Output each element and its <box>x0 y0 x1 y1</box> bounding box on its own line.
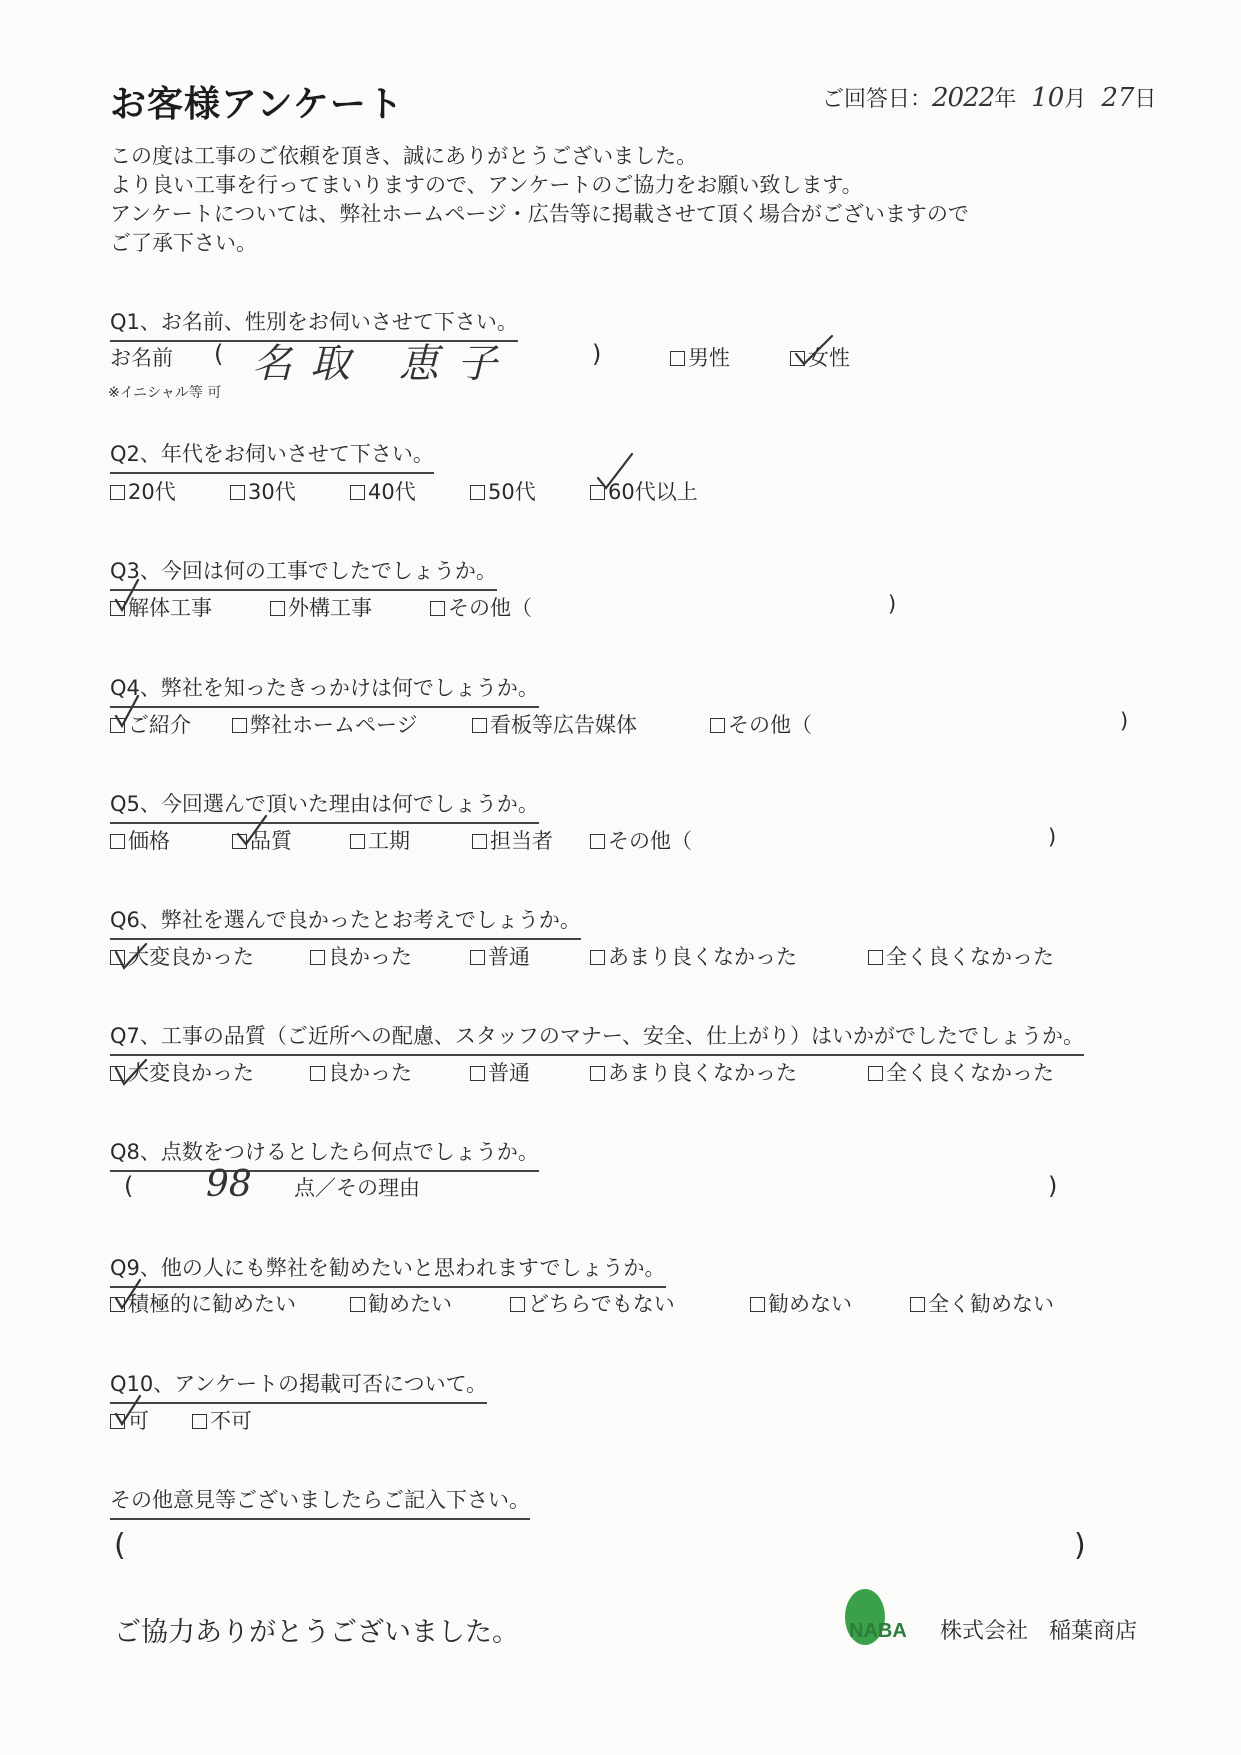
option-label: 20代 <box>128 480 176 504</box>
q10-question: Q10、アンケートの掲載可否について。 <box>110 1368 487 1404</box>
checkbox-average[interactable] <box>470 1066 485 1081</box>
option-label: 良かった <box>328 1061 412 1085</box>
checkbox-not-good-at-all[interactable] <box>868 950 883 965</box>
other-comments-question: その他意見等ございましたらご記入下さい。 <box>110 1484 530 1520</box>
option-label: 可 <box>128 1409 149 1433</box>
q8-paren-close: ) <box>1048 1172 1058 1200</box>
option-label: 工期 <box>368 829 410 853</box>
checkbox-not-so-good[interactable] <box>590 1066 605 1081</box>
option-label: 40代 <box>368 480 416 504</box>
company-name: 株式会社 稲葉商店 <box>940 1619 1137 1644</box>
option-label: 全く勧めない <box>928 1292 1054 1316</box>
month-unit: 月 <box>1064 87 1087 112</box>
option-label: その他（ <box>728 713 812 737</box>
option-allowed[interactable] <box>110 1405 149 1435</box>
option-label: あまり良くなかった <box>608 1061 797 1085</box>
option-price[interactable] <box>110 825 170 855</box>
option-label: 担当者 <box>490 829 553 853</box>
intro-line: この度は工事のご依頼を頂き、誠にありがとうございました。 <box>110 144 698 168</box>
option-not-good-at-all[interactable] <box>868 1057 1054 1087</box>
intro-line: より良い工事を行ってまいりますので、アンケートのご協力をお願い致します。 <box>110 173 863 197</box>
day-unit: 日 <box>1134 87 1157 112</box>
q3-paren-close: ) <box>888 592 897 616</box>
q1-question: Q1、お名前、性別をお伺いさせて下さい。 <box>110 306 518 342</box>
option-60s-plus[interactable] <box>590 476 698 506</box>
option-label: 価格 <box>128 829 170 853</box>
answer-date <box>822 82 1156 113</box>
option-label: 勧めたい <box>368 1292 452 1316</box>
checkbox-quality[interactable] <box>232 834 247 849</box>
score-value[interactable]: 98 <box>206 1164 252 1205</box>
option-other[interactable] <box>710 709 812 739</box>
option-30s[interactable] <box>230 476 296 506</box>
option-recommend[interactable] <box>350 1288 452 1318</box>
option-not-allowed[interactable] <box>192 1405 252 1435</box>
checkbox-allowed[interactable] <box>110 1414 125 1429</box>
checkbox-signboard-ads[interactable] <box>472 718 487 733</box>
option-average[interactable] <box>470 1057 530 1087</box>
checkbox-other[interactable] <box>430 601 445 616</box>
option-label: 品質 <box>250 829 292 853</box>
option-label: 普通 <box>488 1061 530 1085</box>
option-20s[interactable] <box>110 476 176 506</box>
option-male[interactable] <box>670 342 730 372</box>
option-label: 60代以上 <box>608 480 698 504</box>
checkbox-very-good[interactable] <box>110 950 125 965</box>
option-label: 外構工事 <box>288 596 372 620</box>
q5-paren-close: ) <box>1048 825 1057 849</box>
option-signboard-ads[interactable] <box>472 709 637 739</box>
name-paren-close: ) <box>592 340 602 368</box>
option-label: 30代 <box>248 480 296 504</box>
score-label: 点／その理由 <box>294 1176 420 1200</box>
intro-line: アンケートについては、弊社ホームページ・広告等に掲載させて頂く場合がございますので <box>110 202 969 226</box>
checkbox-never-recommend[interactable] <box>910 1297 925 1312</box>
option-label: その他（ <box>448 596 532 620</box>
checkbox-60s-plus[interactable] <box>590 485 605 500</box>
option-label: 積極的に勧めたい <box>128 1292 296 1316</box>
option-label: 大変良かった <box>128 945 254 969</box>
checkbox-other[interactable] <box>710 718 725 733</box>
comments-field[interactable] <box>140 1528 1060 1564</box>
checkbox-homepage[interactable] <box>232 718 247 733</box>
option-label: 大変良かった <box>128 1061 254 1085</box>
option-other[interactable] <box>590 825 692 855</box>
checkbox-good[interactable] <box>310 1066 325 1081</box>
option-label: 不可 <box>210 1409 252 1433</box>
checkbox-not-recommend[interactable] <box>750 1297 765 1312</box>
intro-line: ご了承下さい。 <box>110 231 257 255</box>
name-label: お名前 <box>110 346 173 370</box>
option-label: あまり良くなかった <box>608 945 797 969</box>
checkbox-good[interactable] <box>310 950 325 965</box>
date-label: ご回答日： <box>822 87 933 112</box>
checkbox-male[interactable] <box>670 351 685 366</box>
option-very-good[interactable] <box>110 1057 254 1087</box>
checkbox-neutral[interactable] <box>510 1297 525 1312</box>
checkbox-other[interactable] <box>590 834 605 849</box>
option-average[interactable] <box>470 941 530 971</box>
option-not-so-good[interactable] <box>590 941 797 971</box>
option-label: 全く良くなかった <box>886 945 1054 969</box>
option-never-recommend[interactable] <box>910 1288 1054 1318</box>
option-quality[interactable] <box>232 825 292 855</box>
option-schedule[interactable] <box>350 825 410 855</box>
option-label: 解体工事 <box>128 596 212 620</box>
option-very-good[interactable] <box>110 941 254 971</box>
option-40s[interactable] <box>350 476 416 506</box>
q6-question: Q6、弊社を選んで良かったとお考えでしょうか。 <box>110 904 581 940</box>
comments-paren-open: ( <box>114 1528 126 1563</box>
option-label: 普通 <box>488 945 530 969</box>
checkbox-female[interactable] <box>790 351 805 366</box>
intro-text <box>110 142 969 258</box>
option-referral[interactable] <box>110 709 191 739</box>
option-demolition[interactable] <box>110 592 212 622</box>
checkbox-very-good[interactable] <box>110 1066 125 1081</box>
option-strongly-recommend[interactable] <box>110 1288 296 1318</box>
initials-note: ※イニシャル等 可 <box>108 385 222 401</box>
date-day: 27 <box>1101 83 1135 113</box>
option-neutral[interactable] <box>510 1288 675 1318</box>
option-not-so-good[interactable] <box>590 1057 797 1087</box>
checkbox-recommend[interactable] <box>350 1297 365 1312</box>
option-label: 良かった <box>328 945 412 969</box>
date-year: 2022 <box>932 83 995 113</box>
option-label: 看板等広告媒体 <box>490 713 637 737</box>
option-female[interactable] <box>790 342 850 372</box>
checkbox-price[interactable] <box>110 834 125 849</box>
name-value[interactable]: 名取 恵子 <box>252 341 515 387</box>
option-not-recommend[interactable] <box>750 1288 852 1318</box>
page-title: お客様アンケート <box>110 84 404 125</box>
checkbox-20s[interactable] <box>110 485 125 500</box>
q5-question: Q5、今回選んで頂いた理由は何でしょうか。 <box>110 788 539 824</box>
option-label: どちらでもない <box>528 1292 675 1316</box>
option-label: ご紹介 <box>128 713 191 737</box>
checkbox-50s[interactable] <box>470 485 485 500</box>
checkbox-not-allowed[interactable] <box>192 1414 207 1429</box>
checkbox-not-so-good[interactable] <box>590 950 605 965</box>
option-other[interactable] <box>430 592 532 622</box>
option-label: 全く良くなかった <box>886 1061 1054 1085</box>
checkbox-exterior[interactable] <box>270 601 285 616</box>
option-label: その他（ <box>608 829 692 853</box>
comments-paren-close: ) <box>1074 1528 1086 1563</box>
q7-question: Q7、工事の品質（ご近所への配慮、スタッフのマナー、安全、仕上がり）はいかがでしたでしょうか。 <box>110 1020 1084 1056</box>
option-good[interactable] <box>310 941 412 971</box>
q8-question: Q8、点数をつけるとしたら何点でしょうか。 <box>110 1136 539 1172</box>
thank-you-message: ご協力ありがとうございました。 <box>114 1617 519 1648</box>
q3-question: Q3、今回は何の工事でしたでしょうか。 <box>110 555 497 591</box>
checkbox-staff[interactable] <box>472 834 487 849</box>
q8-paren-open: ( <box>124 1172 134 1200</box>
option-not-good-at-all[interactable] <box>868 941 1054 971</box>
option-label: 女性 <box>808 346 850 370</box>
option-label: 勧めない <box>768 1292 852 1316</box>
option-good[interactable] <box>310 1057 412 1087</box>
q4-paren-close: ) <box>1120 709 1129 733</box>
date-month: 10 <box>1031 83 1065 113</box>
company-logo <box>835 1585 923 1655</box>
option-exterior[interactable] <box>270 592 372 622</box>
checkbox-average[interactable] <box>470 950 485 965</box>
checkbox-not-good-at-all[interactable] <box>868 1066 883 1081</box>
checkbox-strongly-recommend[interactable] <box>110 1297 125 1312</box>
q4-question: Q4、弊社を知ったきっかけは何でしょうか。 <box>110 672 539 708</box>
checkbox-referral[interactable] <box>110 718 125 733</box>
option-staff[interactable] <box>472 825 553 855</box>
year-unit: 年 <box>994 87 1017 112</box>
q2-question: Q2、年代をお伺いさせて下さい。 <box>110 438 434 474</box>
option-homepage[interactable] <box>232 709 418 739</box>
option-label: 男性 <box>688 346 730 370</box>
name-paren-open: ( <box>214 340 224 368</box>
checkbox-40s[interactable] <box>350 485 365 500</box>
checkbox-demolition[interactable] <box>110 601 125 616</box>
q9-question: Q9、他の人にも弊社を勧めたいと思われますでしょうか。 <box>110 1252 666 1288</box>
checkbox-schedule[interactable] <box>350 834 365 849</box>
option-50s[interactable] <box>470 476 536 506</box>
option-label: 弊社ホームページ <box>250 713 418 737</box>
option-label: 50代 <box>488 480 536 504</box>
checkbox-30s[interactable] <box>230 485 245 500</box>
logo-text: NABA <box>849 1620 907 1642</box>
